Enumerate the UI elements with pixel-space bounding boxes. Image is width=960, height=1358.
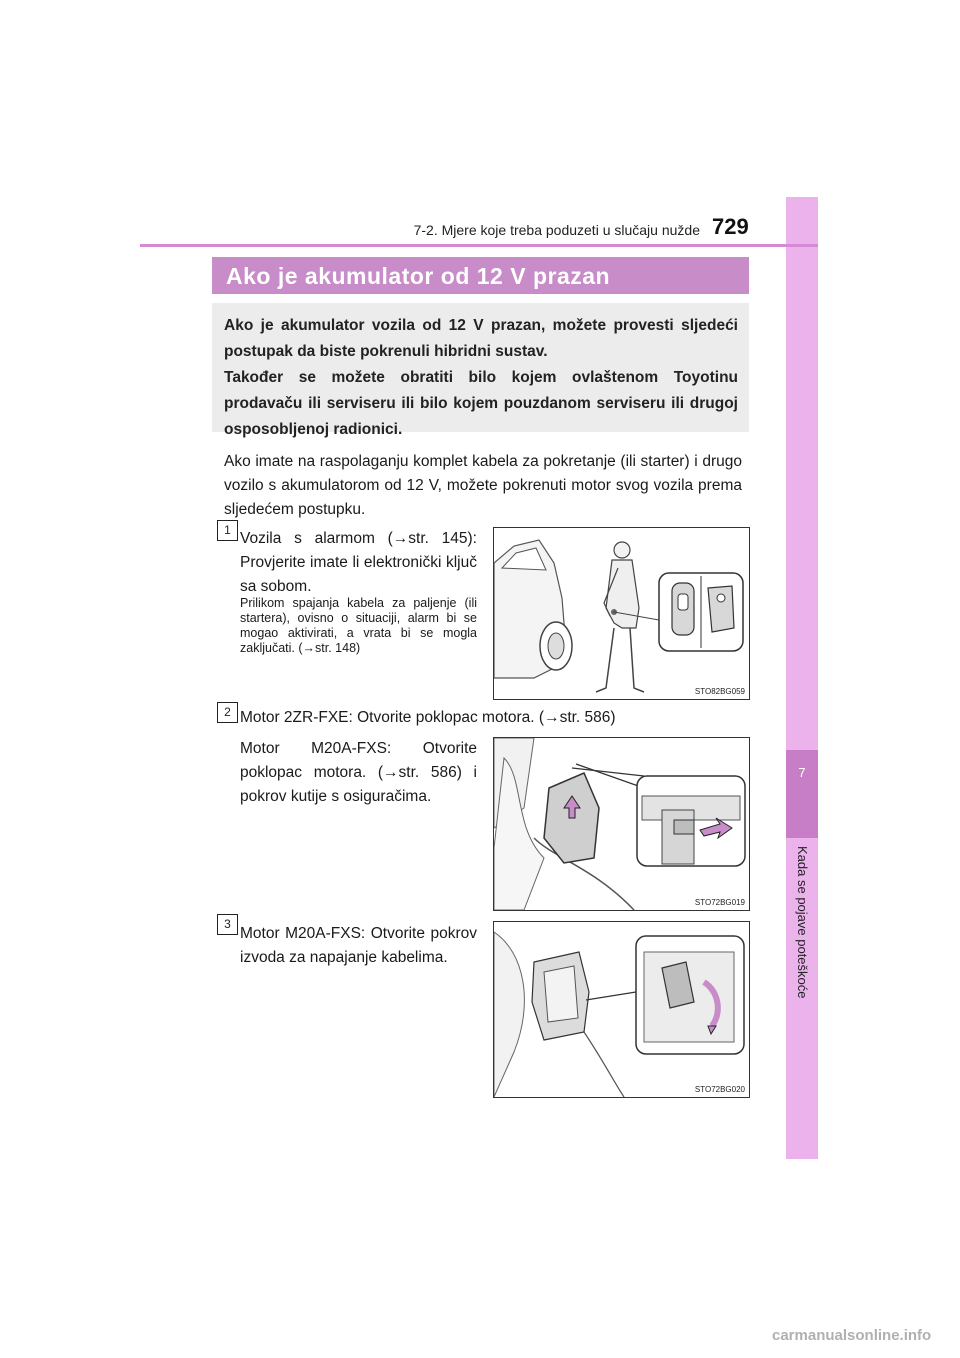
figure-electronic-key: [493, 527, 750, 700]
step-number-2: 2: [217, 702, 238, 723]
figure-fuse-box: [493, 737, 750, 911]
intro-paragraph: Ako imate na raspolaganju komplet kabela za pokretanje (ili starter) i drugo vozilo s akumulatorom od 12 V, možete pokrenuti motor svog vozila prema sljedećem postupku.: [224, 453, 742, 518]
page-title: Ako je akumulator od 12 V prazan: [226, 263, 611, 289]
info-paragraph-1: Ako je akumulator vozila od 12 V prazan, možete provesti sljedeći postupak da biste pokrenuli hibridni sustav.: [224, 317, 738, 360]
chapter-number: 7: [798, 765, 806, 780]
watermark: carmanualsonline.info: [772, 1327, 932, 1344]
info-box: [212, 303, 749, 438]
step-2-text: Motor 2ZR-FXE: Otvorite poklopac motora. (→str. 586): [240, 709, 616, 726]
chapter-label: [798, 846, 810, 858]
figure-code-1: STO82BG059: [694, 687, 745, 696]
figure-power-terminal: [493, 921, 750, 1098]
power-terminal-illustration: [494, 922, 749, 1097]
figure-code-2: STO72BG019: [694, 898, 745, 907]
info-paragraph-2: Također se možete obratiti bilo kojem ovlaštenom Toyotinu prodavaču ili serviseru ili bilo kojem pouzdanom serviseru ili drugoj osposobljenoj radionici.: [224, 369, 738, 438]
step-number-3: 3: [217, 914, 238, 935]
chapter-side-tab: [786, 197, 818, 1159]
figure-code-3: STO72BG020: [694, 1085, 745, 1094]
chapter-marker: [786, 750, 818, 838]
step-1-text: Vozila s alarmom (→str. 145): Provjerite imate li elektronički ključ sa sobom.: [240, 530, 477, 595]
step-2-text-2: Motor M20A-FXS: Otvorite poklopac motora. (→str. 586) i pokrov kutije s osiguračima.: [240, 740, 477, 805]
step-3-text: Motor M20A-FXS: Otvorite pokrov izvoda za napajanje kabelima.: [240, 925, 477, 966]
page-number: 729: [712, 214, 749, 239]
section-heading: 7-2. Mjere koje treba poduzeti u slučaju nužde: [413, 222, 700, 238]
step-1-note: Prilikom spajanja kabela za paljenje (ili startera), ovisno o situaciji, alarm bi se mogao aktivirati, a vrata bi se mogla zaključati. (→str. 148): [240, 596, 477, 655]
title-banner: [212, 257, 749, 294]
header-divider: [140, 244, 818, 247]
key-illustration: [494, 528, 749, 699]
step-number-1: 1: [217, 520, 238, 541]
fuse-box-illustration: [494, 738, 749, 910]
